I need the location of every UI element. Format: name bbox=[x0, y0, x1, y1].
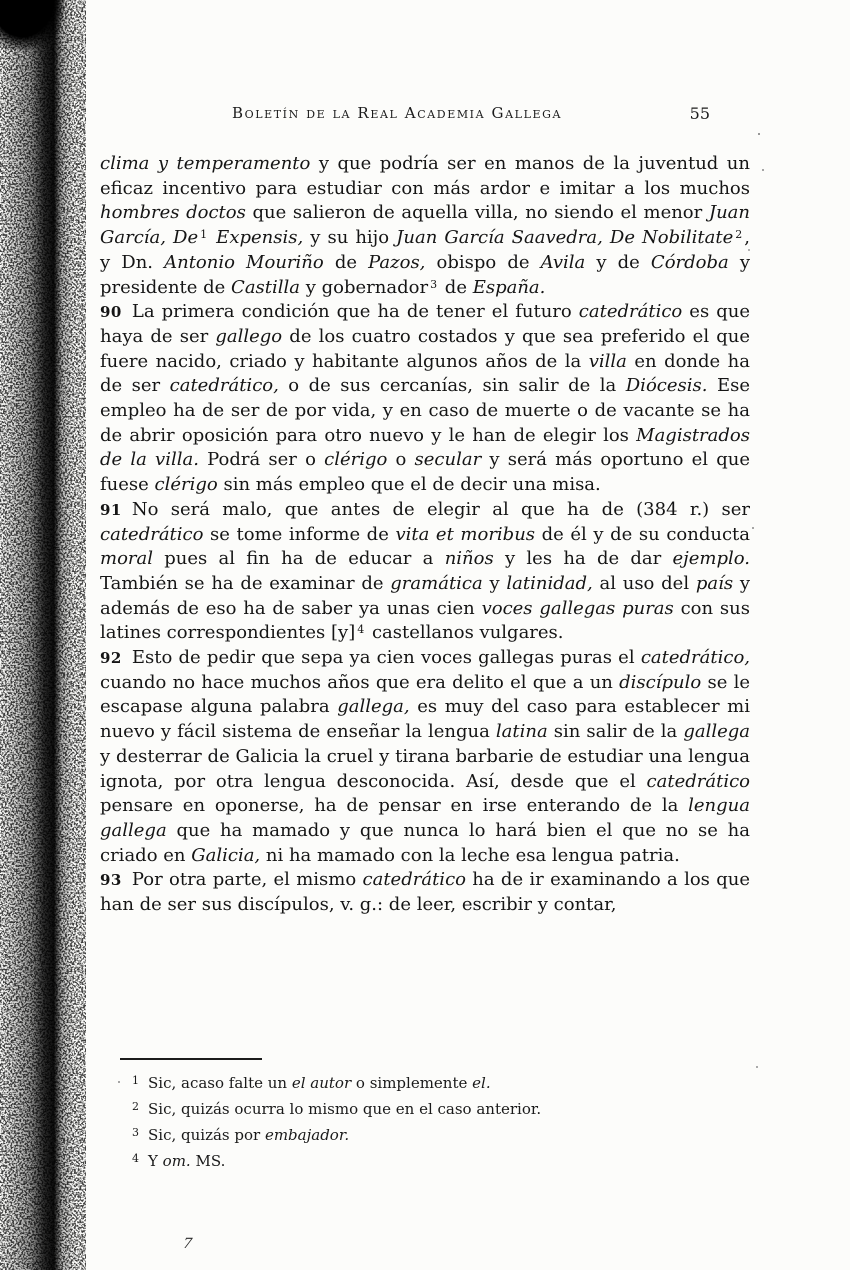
text-run: No será malo, que antes de elegir al que ha de (384 r.) ser bbox=[131, 498, 750, 520]
text-run: que ha mamado y que nunca lo hará bien el que no se ha criado en bbox=[100, 819, 750, 866]
italic-text: embajador. bbox=[264, 1126, 350, 1144]
text-run: y que podría ser en manos de la juventud un eficaz incentivo para estudiar con más ardor e imitar a los muchos bbox=[100, 153, 750, 199]
footnote-marker: 4 bbox=[132, 1151, 139, 1165]
text-run: en donde ha de ser bbox=[100, 350, 750, 397]
text-run: o simplemente bbox=[351, 1074, 473, 1092]
text-run: La primera condición que ha de tener el futuro bbox=[131, 301, 579, 323]
italic-text: hombres doctos bbox=[100, 202, 246, 224]
text-run: y además de eso ha de saber ya unas cien bbox=[100, 572, 750, 619]
paragraph bbox=[100, 868, 750, 917]
body-text bbox=[100, 152, 750, 918]
footnote-reference: 2 bbox=[735, 228, 743, 242]
text-run: , y Dn. bbox=[100, 227, 750, 273]
text-run: pensare en oponerse, ha de pensar en irse enterando de la bbox=[100, 795, 689, 817]
text-run: Podrá ser o bbox=[198, 449, 325, 471]
paragraph bbox=[100, 498, 750, 646]
italic-text: Antonio Mouriño bbox=[164, 251, 324, 273]
text-run: MS. bbox=[190, 1152, 226, 1170]
italic-text: clérigo bbox=[154, 474, 218, 496]
italic-text: país bbox=[695, 572, 734, 594]
italic-text: Juan García Saavedra, De Nobilitate bbox=[396, 227, 734, 249]
text-run: o bbox=[387, 449, 415, 471]
paragraph-number: 90 bbox=[100, 303, 122, 322]
italic-text: España. bbox=[472, 276, 546, 298]
italic-text: catedrático bbox=[646, 770, 750, 792]
italic-text: ejemplo. bbox=[672, 548, 751, 570]
text-run: Sic, quizás por bbox=[148, 1126, 265, 1144]
paragraph-number: 91 bbox=[100, 500, 122, 519]
italic-text: Diócesis. bbox=[625, 375, 708, 397]
italic-text: el. bbox=[472, 1074, 491, 1092]
text-run: cuando no hace muchos años que era delito el que a un bbox=[100, 671, 620, 693]
italic-text: catedrático bbox=[362, 869, 466, 891]
footnote-block bbox=[100, 1058, 740, 1174]
page-header bbox=[100, 104, 750, 130]
text-run: y les ha de dar bbox=[493, 548, 673, 570]
italic-text: om. bbox=[162, 1152, 191, 1170]
text-run: con sus latines correspondientes [y] bbox=[100, 597, 750, 644]
text-run: sin salir de la bbox=[547, 721, 684, 743]
italic-text: Magistrados de la villa. bbox=[100, 424, 750, 471]
text-run: Esto de pedir que sepa ya cien voces gallegas puras el bbox=[131, 647, 641, 669]
text-run: castellanos vulgares. bbox=[366, 622, 564, 644]
scan-binding-edge bbox=[0, 0, 86, 1270]
footnote-reference: 3 bbox=[430, 277, 438, 291]
text-run: y será más oportuno el que fuese bbox=[100, 449, 751, 496]
text-run: pues al fin ha de educar a bbox=[153, 548, 445, 570]
footnote-reference: 4 bbox=[357, 623, 365, 637]
italic-text: Galicia, bbox=[191, 844, 261, 866]
text-run: y desterrar de Galicia la cruel y tirana barbarie de estudiar una lengua ignota, por otra lengua desconocida. Así, desde que el bbox=[100, 745, 750, 792]
italic-text: clima y temperamento bbox=[100, 153, 311, 174]
paragraph bbox=[100, 152, 750, 300]
text-run: es que haya de ser bbox=[100, 301, 750, 347]
paragraph bbox=[100, 646, 750, 868]
text-run: Por otra parte, el mismo bbox=[131, 869, 363, 891]
paragraph-number: 93 bbox=[100, 871, 122, 890]
italic-text: catedrático, bbox=[640, 647, 750, 669]
footnote-rule bbox=[120, 1058, 262, 1060]
text-run: y gobernador bbox=[300, 276, 429, 298]
text-run: de bbox=[439, 276, 473, 298]
italic-text: el autor bbox=[291, 1074, 352, 1092]
paragraph bbox=[100, 300, 750, 498]
text-run: y bbox=[482, 572, 507, 594]
text-run: de él y de su conducta bbox=[535, 523, 750, 545]
italic-text: gallega, bbox=[337, 696, 410, 718]
text-run: Sic, quizás ocurra lo mismo que en el caso anterior. bbox=[148, 1100, 542, 1118]
running-title: Boletín de la Real Academia Gallega bbox=[231, 104, 563, 122]
italic-text: secular bbox=[414, 449, 482, 471]
italic-text: discípulo bbox=[619, 671, 702, 693]
page-number: 55 bbox=[689, 104, 710, 123]
text-run: Y bbox=[148, 1152, 163, 1170]
text-run: y presidente de bbox=[100, 251, 751, 298]
italic-text: catedrático bbox=[578, 301, 683, 323]
footnote bbox=[100, 1122, 740, 1148]
italic-text: villa bbox=[588, 350, 627, 372]
italic-text: Castilla bbox=[231, 276, 301, 298]
text-run: o de sus cercanías, sin salir de la bbox=[278, 375, 626, 397]
text-run: de los cuatro costados y que sea preferido el que fuere nacido, criado y habitante algunos años de la bbox=[100, 325, 750, 372]
text-run: al uso del bbox=[592, 572, 696, 594]
scan-stray-mark: 7 bbox=[181, 1236, 194, 1252]
italic-text: niños bbox=[444, 548, 494, 570]
italic-text: latina bbox=[495, 721, 548, 743]
text-run: ha de ir examinando a los que han de ser sus discípulos, v. g.: de leer, escribir y contar, bbox=[100, 869, 750, 916]
text-run: es muy del caso para establecer mi nuevo y fácil sistema de enseñar la lengua bbox=[100, 696, 750, 743]
italic-text: voces gallegas puras bbox=[481, 597, 674, 619]
footnote-marker: 2 bbox=[132, 1099, 139, 1113]
text-run: También se ha de examinar de bbox=[100, 572, 391, 594]
text-run: se le escapase alguna palabra bbox=[100, 671, 750, 718]
footnote bbox=[100, 1096, 740, 1122]
text-block bbox=[100, 104, 750, 918]
paragraph-number: 92 bbox=[100, 649, 122, 668]
italic-text: Pazos, bbox=[368, 251, 426, 273]
footnote-marker: 3 bbox=[132, 1125, 139, 1139]
italic-text: gramática bbox=[390, 572, 483, 594]
italic-text: Avila bbox=[540, 251, 586, 273]
text-run: obispo de bbox=[425, 251, 541, 273]
text-run: y su hijo bbox=[303, 227, 397, 249]
footnote-list bbox=[100, 1070, 740, 1174]
text-run: ni ha mamado con la leche esa lengua patria. bbox=[260, 844, 680, 866]
italic-text: gallega bbox=[683, 721, 750, 743]
italic-text: catedrático bbox=[100, 523, 204, 545]
italic-text: gallego bbox=[215, 325, 283, 347]
italic-text: vita et moribus bbox=[395, 523, 536, 545]
italic-text: latinidad, bbox=[506, 572, 593, 594]
italic-text: Expensis, bbox=[209, 227, 304, 249]
italic-text: Córdoba bbox=[650, 251, 729, 273]
scan-noise-texture bbox=[0, 0, 86, 1270]
text-run: que salieron de aquella villa, no siendo el menor bbox=[245, 202, 709, 224]
text-run: Ese empleo ha de ser de por vida, y en caso de muerte o de vacante se ha de abrir oposición para otro nuevo y le han de elegir los bbox=[100, 375, 750, 446]
footnote bbox=[100, 1070, 740, 1096]
scan-specks bbox=[758, 133, 760, 135]
footnote bbox=[100, 1148, 740, 1174]
text-run: y de bbox=[585, 251, 651, 273]
italic-text: Juan García, De bbox=[100, 202, 750, 249]
italic-text: lengua gallega bbox=[100, 795, 750, 841]
footnote-reference: 1 bbox=[200, 228, 208, 242]
italic-text: catedrático, bbox=[169, 375, 279, 397]
italic-text: clérigo bbox=[324, 449, 388, 471]
italic-text: moral bbox=[100, 548, 153, 570]
text-run: de bbox=[323, 251, 369, 273]
footnote-marker: 1 bbox=[132, 1073, 139, 1087]
text-run: Sic, acaso falte un bbox=[148, 1074, 292, 1092]
text-run: sin más empleo que el de decir una misa. bbox=[217, 474, 601, 496]
text-run: se tome informe de bbox=[203, 523, 396, 545]
